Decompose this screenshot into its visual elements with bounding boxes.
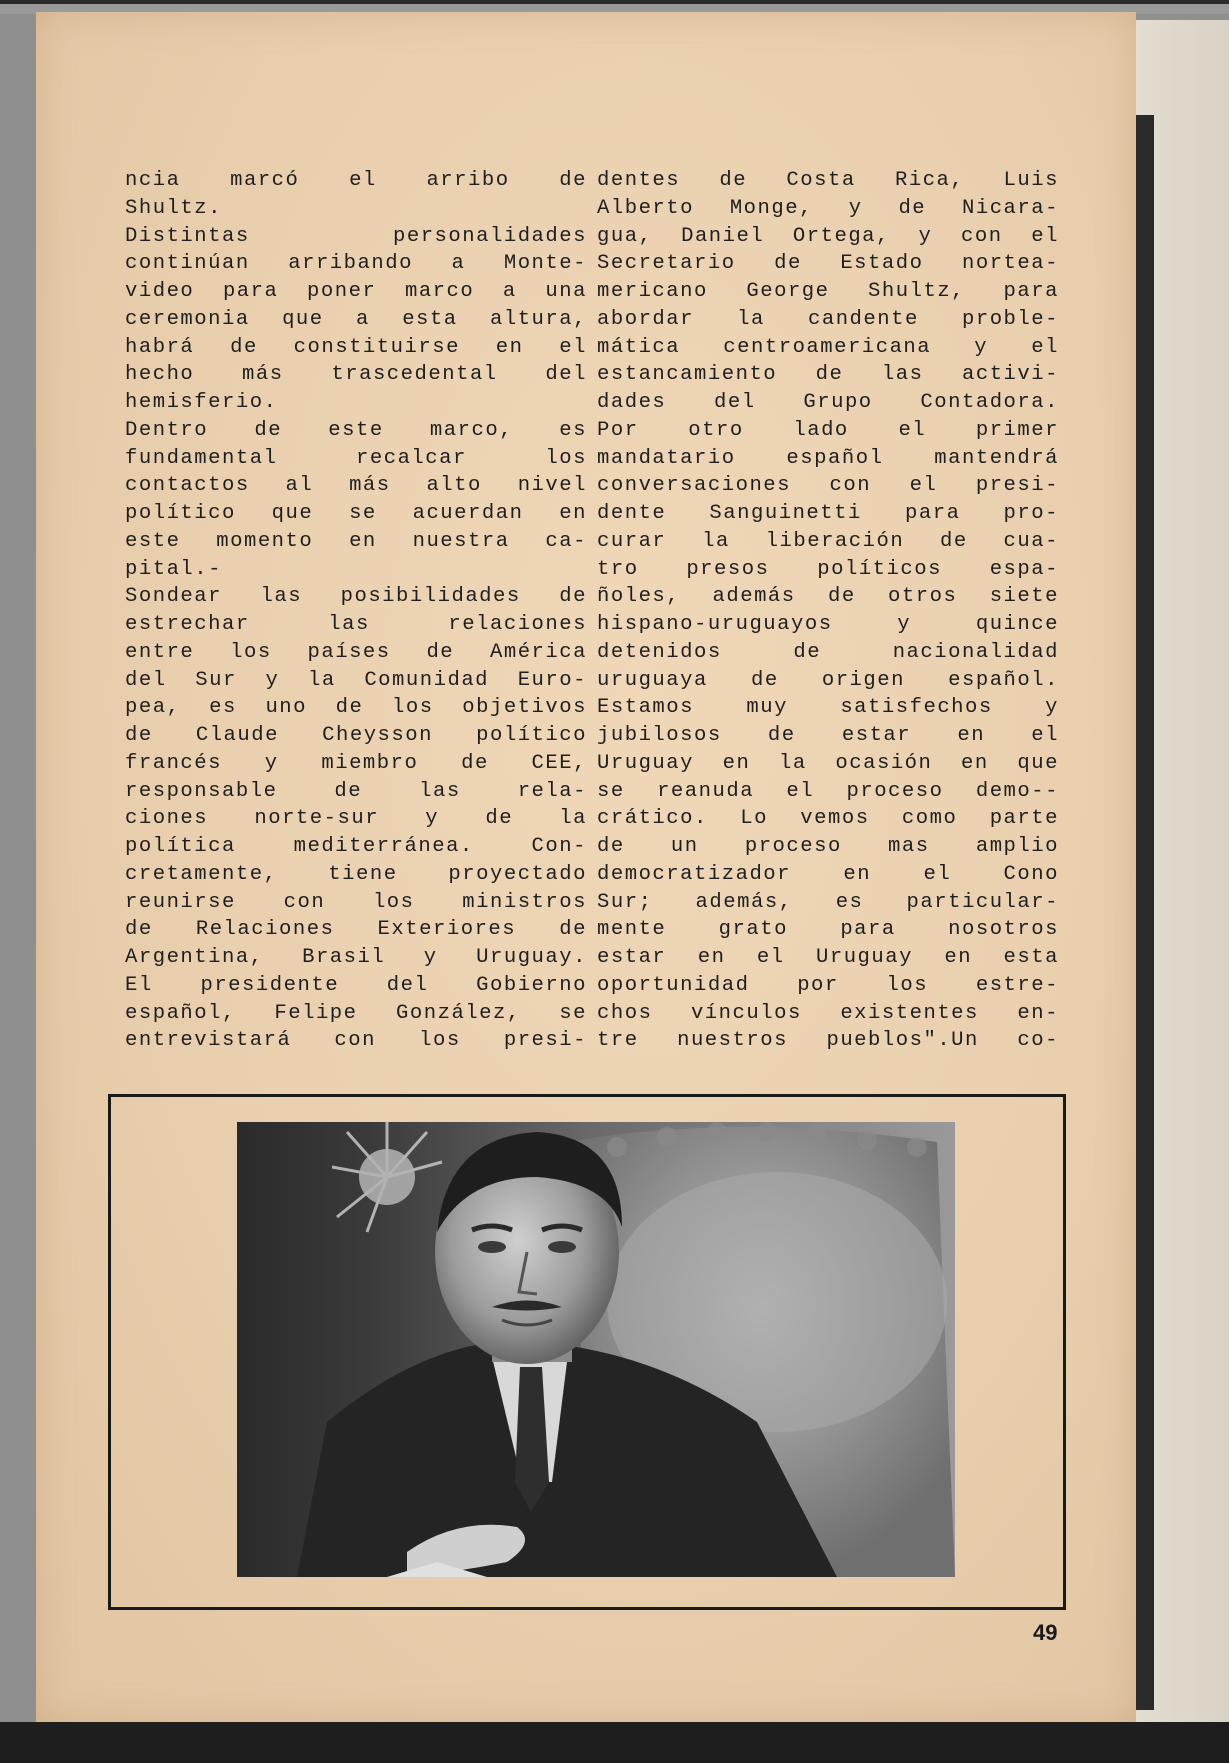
text-line: Sondear las posibilidades de (125, 585, 587, 609)
text-line: chos vínculos existentes en- (597, 1001, 1059, 1025)
text-line: crático. Lo vemos como parte (597, 807, 1059, 831)
text-line: español, Felipe González, se (125, 1001, 587, 1025)
text-line: Secretario de Estado nortea- (597, 252, 1059, 276)
text-line: de un proceso mas amplio (597, 835, 1059, 858)
text-line: Alberto Monge, y de Nicara- (597, 196, 1059, 220)
text-line: estrechar las relaciones (125, 613, 587, 636)
text-line: de Relaciones Exteriores de (125, 918, 587, 942)
text-line: hispano-uruguayos y quince (597, 613, 1059, 636)
text-line: habrá de constituirse en el (125, 335, 587, 359)
text-line: de Claude Cheysson político (125, 724, 587, 747)
text-line: político que se acuerdan en (125, 502, 587, 525)
text-line: pital.- (125, 557, 223, 581)
text-line: oportunidad por los estre- (597, 973, 1059, 997)
text-line: Shultz. (125, 196, 223, 220)
text-line: mente grato para nosotros (597, 918, 1059, 942)
text-line: abordar la candente proble- (597, 307, 1059, 331)
text-line: fundamental recalcar los (125, 446, 587, 470)
text-line: pea, es uno de los objetivos (125, 696, 587, 720)
text-line: ñoles, además de otros siete (597, 585, 1059, 609)
text-line: Uruguay en la ocasión en que (597, 751, 1059, 775)
text-line: ceremonia que a esta altura, (125, 307, 587, 331)
text-line: detenidos de nacionalidad (597, 640, 1059, 664)
text-line: mandatario español mantendrá (597, 446, 1059, 470)
text-line: Dentro de este marco, es (125, 418, 587, 442)
text-line: tro presos políticos espa- (597, 557, 1059, 581)
text-line: hemisferio. (125, 391, 278, 414)
text-line: francés y miembro de CEE, (125, 751, 587, 775)
text-line: del Sur y la Comunidad Euro- (125, 668, 587, 692)
binding-shadow (1136, 115, 1154, 1710)
text-line: uruguaya de origen español. (597, 668, 1059, 692)
text-line: política mediterránea. Con- (125, 835, 587, 858)
text-line: tre nuestros pueblos".Un co- (597, 1029, 1059, 1053)
text-line: estancamiento de las activi- (597, 363, 1059, 387)
text-line: estar en el Uruguay en esta (597, 946, 1059, 969)
text-line: Por otro lado el primer (597, 418, 1059, 442)
text-line: El presidente del Gobierno (125, 973, 587, 997)
text-line: mática centroamericana y el (597, 335, 1059, 359)
page-number: 49 (1033, 1620, 1058, 1645)
text-column-right (597, 167, 1059, 1055)
text-line: dades del Grupo Contadora. (597, 391, 1059, 414)
text-line: Argentina, Brasil y Uruguay. (125, 946, 587, 969)
text-line: responsable de las rela- (125, 779, 587, 803)
scan-bottom-border (0, 1722, 1229, 1763)
text-line: Distintas personalidades (125, 224, 587, 248)
magazine-page (36, 12, 1136, 1724)
text-line: ncia marcó el arribo de (125, 169, 587, 192)
text-line: entre los países de América (125, 640, 587, 664)
text-column-left (125, 167, 587, 1055)
text-line: video para poner marco a una (125, 280, 587, 303)
text-line: contactos al más alto nivel (125, 474, 587, 498)
text-line: cretamente, tiene proyectado (125, 862, 587, 886)
text-line: gua, Daniel Ortega, y con el (597, 224, 1059, 248)
text-line: ciones norte-sur y de la (125, 807, 587, 831)
portrait-photo (237, 1122, 955, 1577)
text-line: conversaciones con el presi- (597, 474, 1059, 498)
text-line: continúan arribando a Monte- (125, 252, 587, 276)
text-line: entrevistará con los presi- (125, 1029, 587, 1053)
text-line: hecho más trascedental del (125, 363, 587, 387)
text-line: se reanuda el proceso demo-- (597, 779, 1059, 803)
text-line: Estamos muy satisfechos y (597, 696, 1059, 720)
text-line: Sur; además, es particular- (597, 890, 1059, 914)
text-line: mericano George Shultz, para (597, 280, 1059, 303)
photo-frame (108, 1094, 1066, 1610)
text-line: jubilosos de estar en el (597, 724, 1059, 747)
text-line: dente Sanguinetti para pro- (597, 502, 1059, 525)
text-line: democratizador en el Cono (597, 862, 1059, 886)
text-line: curar la liberación de cua- (597, 529, 1059, 553)
text-line: reunirse con los ministros (125, 890, 587, 914)
text-line: este momento en nuestra ca- (125, 529, 587, 553)
text-line: dentes de Costa Rica, Luis (597, 169, 1059, 192)
